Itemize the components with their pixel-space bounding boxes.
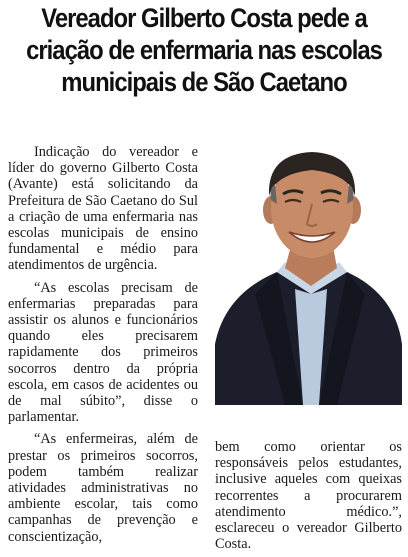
headline-line-1: Vereador Gilberto Costa pede a [41, 3, 367, 33]
headline-line-2: criação de enfermaria nas escolas [26, 35, 382, 65]
article-column-left [8, 144, 198, 545]
paragraph-3: “As enfermeiras, além de prestar os primeiros socorros, podem também realizar atividades administrativas no ambiente escolar, tais como campanhas de prevenção e conscientização, [8, 431, 198, 545]
portrait-photo [215, 144, 402, 405]
article-column-right [215, 439, 402, 552]
man-portrait-illustration [215, 144, 402, 405]
paragraph-1: Indicação do vereador e líder do governo Gilberto Costa (Avante) está solicitando da Prefeitura de São Caetano do Sul a criação de uma enfermaria nas escolas municipais de ensino fundamental e médio para atendimentos de urgência. [8, 144, 198, 274]
headline-line-3: municipais de São Caetano [61, 67, 347, 97]
paragraph-2: “As escolas precisam de enfermarias preparadas para assistir os alunos e funcionários quando eles precisarem rapidamente dos primeiros socorros dentro da própria escola, em casos de acidentes ou de mal súbito”, disse o parlamentar. [8, 279, 198, 426]
paragraph-4: bem como orientar os responsáveis pelos estudantes, inclusive aqueles com queixas recorrentes a procurarem atendimento médico.”, esclareceu o vereador Gilberto Costa. [215, 439, 402, 553]
headline [26, 2, 382, 98]
